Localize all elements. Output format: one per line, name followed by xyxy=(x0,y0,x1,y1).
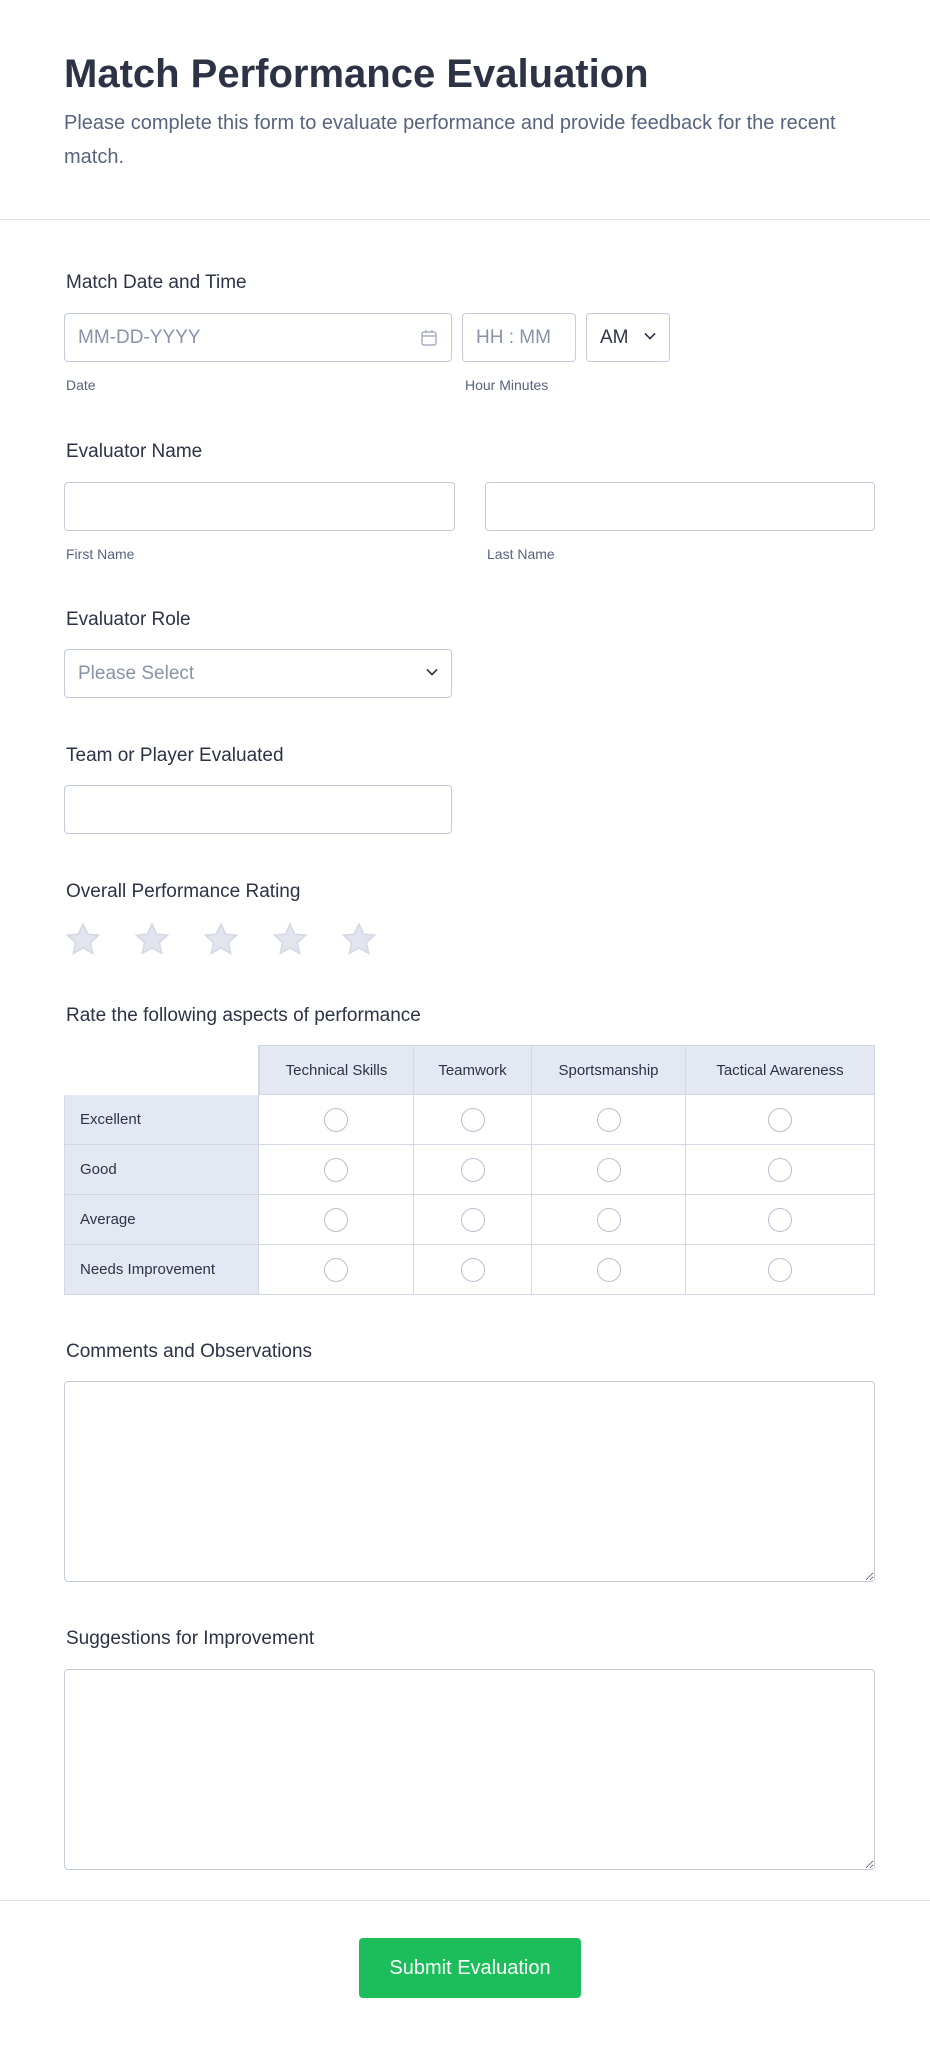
page-subtitle: Please complete this form to evaluate performance and provide feedback for the recent match. xyxy=(64,112,836,168)
matrix-cell xyxy=(414,1195,532,1245)
ampm-select[interactable] xyxy=(586,313,670,362)
time-sublabel: Hour Minutes xyxy=(465,377,549,393)
evaluator-role-select[interactable] xyxy=(64,649,452,698)
star-icon[interactable] xyxy=(271,921,309,959)
matrix-row xyxy=(64,1195,875,1245)
matrix-cell xyxy=(686,1095,875,1145)
divider xyxy=(0,219,930,220)
radio-button[interactable] xyxy=(597,1208,621,1232)
matrix-column-header: Teamwork xyxy=(414,1045,532,1095)
radio-button[interactable] xyxy=(768,1108,792,1132)
radio-button[interactable] xyxy=(461,1208,485,1232)
comments-textarea[interactable] xyxy=(64,1381,875,1582)
matrix-cell xyxy=(414,1245,532,1295)
matrix-cell xyxy=(259,1145,414,1195)
ampm-value: AM xyxy=(600,326,629,348)
aspects-label: Rate the following aspects of performance xyxy=(66,1005,421,1026)
matrix-cell xyxy=(532,1145,686,1195)
team-player-input[interactable] xyxy=(64,785,452,834)
role-placeholder: Please Select xyxy=(78,662,195,684)
radio-button[interactable] xyxy=(461,1158,485,1182)
divider xyxy=(0,1900,930,1901)
star-icon[interactable] xyxy=(340,921,378,959)
matrix-corner xyxy=(64,1045,259,1095)
evaluator-name-label: Evaluator Name xyxy=(66,441,203,462)
matrix-row xyxy=(64,1245,875,1295)
matrix-column-header: Tactical Awareness xyxy=(686,1045,875,1095)
matrix-cell xyxy=(259,1095,414,1145)
first-name-input[interactable] xyxy=(64,482,455,531)
matrix-cell xyxy=(686,1195,875,1245)
radio-button[interactable] xyxy=(324,1158,348,1182)
chevron-down-icon xyxy=(426,664,437,675)
radio-button[interactable] xyxy=(768,1258,792,1282)
matrix-row-label: Excellent xyxy=(64,1095,259,1145)
first-name-sublabel: First Name xyxy=(66,546,135,562)
time-input[interactable] xyxy=(462,313,576,362)
matrix-cell xyxy=(414,1095,532,1145)
radio-button[interactable] xyxy=(768,1208,792,1232)
comments-label: Comments and Observations xyxy=(66,1341,313,1362)
suggestions-textarea[interactable] xyxy=(64,1669,875,1870)
matrix-cell xyxy=(414,1145,532,1195)
star-icon[interactable] xyxy=(64,921,102,959)
calendar-icon[interactable] xyxy=(421,329,437,347)
star-icon[interactable] xyxy=(133,921,171,959)
matrix-row-label: Good xyxy=(64,1145,259,1195)
match-datetime-label: Match Date and Time xyxy=(66,272,247,293)
last-name-input[interactable] xyxy=(485,482,875,531)
time-placeholder: HH : MM xyxy=(476,326,551,348)
radio-button[interactable] xyxy=(597,1108,621,1132)
star-icon[interactable] xyxy=(202,921,240,959)
matrix-row-label: Average xyxy=(64,1195,259,1245)
evaluator-role-label: Evaluator Role xyxy=(66,609,191,630)
overall-rating-label: Overall Performance Rating xyxy=(66,881,301,902)
matrix-row-label: Needs Improvement xyxy=(64,1245,259,1295)
date-sublabel: Date xyxy=(66,377,96,393)
radio-button[interactable] xyxy=(461,1108,485,1132)
submit-button[interactable]: Submit Evaluation xyxy=(359,1938,581,1998)
chevron-down-icon xyxy=(644,328,655,339)
matrix-column-header: Technical Skills xyxy=(259,1045,414,1095)
radio-button[interactable] xyxy=(461,1258,485,1282)
date-placeholder: MM-DD-YYYY xyxy=(78,326,201,348)
rating-matrix xyxy=(64,1045,875,1295)
matrix-column-header: Sportsmanship xyxy=(532,1045,686,1095)
matrix-cell xyxy=(532,1245,686,1295)
radio-button[interactable] xyxy=(324,1208,348,1232)
radio-button[interactable] xyxy=(597,1158,621,1182)
matrix-cell xyxy=(259,1195,414,1245)
date-input[interactable] xyxy=(64,313,452,362)
radio-button[interactable] xyxy=(768,1158,792,1182)
radio-button[interactable] xyxy=(324,1108,348,1132)
matrix-cell xyxy=(686,1245,875,1295)
matrix-cell xyxy=(686,1145,875,1195)
suggestions-label: Suggestions for Improvement xyxy=(66,1628,315,1649)
last-name-sublabel: Last Name xyxy=(487,546,555,562)
matrix-row xyxy=(64,1095,875,1145)
radio-button[interactable] xyxy=(324,1258,348,1282)
page-title: Match Performance Evaluation xyxy=(64,52,649,96)
team-player-label: Team or Player Evaluated xyxy=(66,745,284,766)
matrix-cell xyxy=(259,1245,414,1295)
matrix-row xyxy=(64,1145,875,1195)
matrix-cell xyxy=(532,1095,686,1145)
radio-button[interactable] xyxy=(597,1258,621,1282)
matrix-cell xyxy=(532,1195,686,1245)
